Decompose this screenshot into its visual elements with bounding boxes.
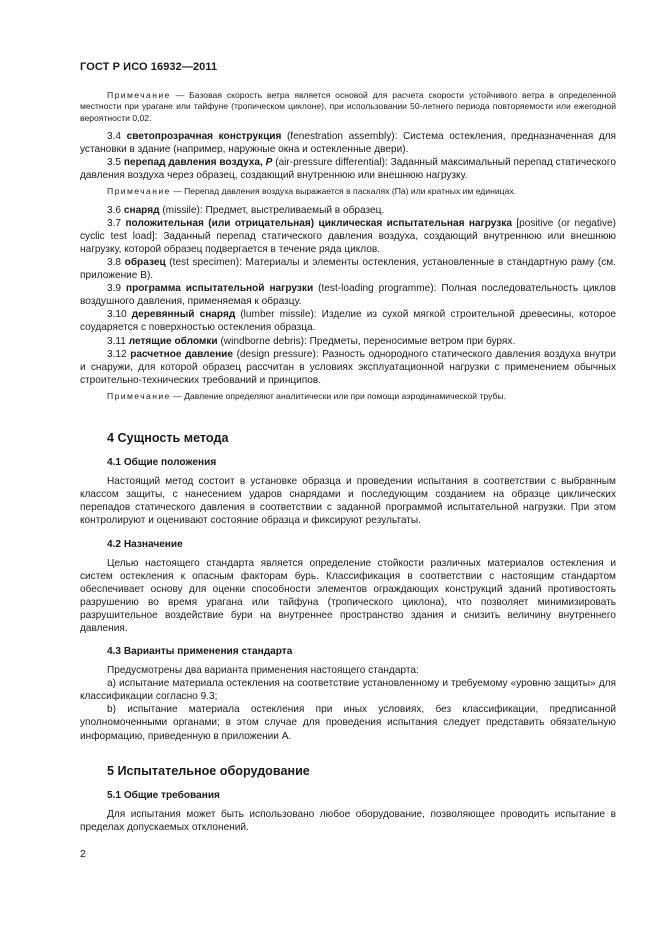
subsection-4-1-text: Настоящий метод состоит в установке образца и проведении испытания в соответствии с выбранным классом защиты, с нанесением ударов снарядами и последующим созданием на образце циклических перепадов статического давления в соответствии с заданной программой испытательной нагрузки. При этом контролируют и оценивают состояние образца и фиксируют результаты. bbox=[80, 476, 616, 527]
section-4-heading: 4 Сущность метода bbox=[107, 431, 229, 446]
definition-3-12: 3.12 расчетное давление (design pressure): Разность однородного статического давления воздуха внутри и снаружи, для которой образец рассчитан в условиях эксплуатационной нагрузки с применением обычных строительно-технических требований и принципов. bbox=[80, 348, 617, 386]
definition-3-11: 3.11 летящие обломки (windborne debris): Предметы, переносимые ветром при бурях. bbox=[107, 335, 516, 347]
subsection-5-1-text: Для испытания может быть использовано любое оборудование, позволяющее проводить испытание в пределах допускаемых отклонений. bbox=[80, 808, 616, 833]
subsection-4-3-item-a: а) испытание материала остекления на соответствие установленному и требуемому «уровню защиты» для классификации согласно 9.3; bbox=[80, 678, 616, 703]
definition-3-9: 3.9 программа испытательной нагрузки (test-loading programme): Полная последовательность циклов воздушного давления, применяемая к образцу. bbox=[80, 283, 616, 308]
definition-3-5: 3.5 перепад давления воздуха, Р (air-pressure differential): Заданный максимальный перепад статического давления воздуха через образец, создающий внутреннюю или внешнюю нагрузку. bbox=[80, 157, 616, 182]
standard-header: ГОСТ Р ИСО 16932—2011 bbox=[80, 61, 218, 73]
note-wind-speed: Примечание — Базовая скорость ветра является основой для расчета скорости устойчивого ветра в определенной местности при урагане или тайфуне (тропическом циклоне), при использовании 50-летнего периода повторяемости или ежегодной вероятности 0,02. bbox=[80, 90, 616, 123]
note-label: Примечание bbox=[107, 90, 171, 100]
subsection-4-3-item-b: b) испытание материала остекления при иных условиях, без классификации, предписанной уполномоченными органами; в этом случае для проведения испытания следует представить обязательную информацию, приведенную в приложении А. bbox=[80, 704, 616, 742]
note-design-pressure: Примечание — Давление определяют аналитически или при помощи аэродинамической трубы. bbox=[107, 390, 506, 401]
subsection-4-1-heading: 4.1 Общие положения bbox=[107, 457, 217, 469]
definition-3-10: 3.10 деревянный снаряд (lumber missile): Изделие из сухой мягкой строительной древесины, которое соударяется с поверхностью остекления образца. bbox=[80, 309, 616, 334]
subsection-4-3-heading: 4.3 Варианты применения стандарта bbox=[107, 646, 293, 658]
definition-3-6: 3.6 снаряд (missile): Предмет, выстреливаемый в образец. bbox=[107, 204, 385, 216]
definition-3-8: 3.8 образец (test specimen): Материалы и элементы остекления, установленные в стандартную раму (см. приложение В). bbox=[80, 256, 616, 282]
definition-3-7: 3.7 положительная (или отрицательная) циклическая испытательная нагрузка [positive (or negative) cyclic test load]: Заданный перепад статического давления воздуха, создающий внутреннюю или внешнюю нагрузку, которой образец подвергается в течение ряда циклов. bbox=[80, 217, 616, 255]
document-body bbox=[80, 90, 616, 834]
subsection-4-2-text: Целью настоящего стандарта является определение стойкости различных материалов остекления и систем остекления к опасным факторам бурь. Классификация в соответствии с настоящим стандартом обеспечивает основу для оценки способности элементов ограждающих конструкций зданий противостоять разрушению во время урагана или тайфуна (тропического циклона), что позволяет минимизировать разрушительное воздействие бури на внутреннее пространство здания и снизить величину внутреннего давления. bbox=[80, 557, 616, 635]
section-5-heading: 5 Испытательное оборудование bbox=[107, 763, 310, 778]
definition-3-4: 3.4 светопрозрачная конструкция (fenestration assembly): Система остекления, предназначенная для установки в здание (например, наружные окна и остекленные двери). bbox=[80, 130, 617, 155]
subsection-5-1-heading: 5.1 Общие требования bbox=[107, 789, 220, 801]
subsection-4-2-heading: 4.2 Назначение bbox=[107, 538, 183, 550]
page-number: 2 bbox=[80, 848, 86, 860]
subsection-4-3-intro: Предусмотрены два варианта применения настоящего стандарта: bbox=[107, 665, 419, 677]
note-pressure-units: Примечание — Перепад давления воздуха выражается в паскалях (Па) или кратных им единицах. bbox=[107, 186, 517, 197]
